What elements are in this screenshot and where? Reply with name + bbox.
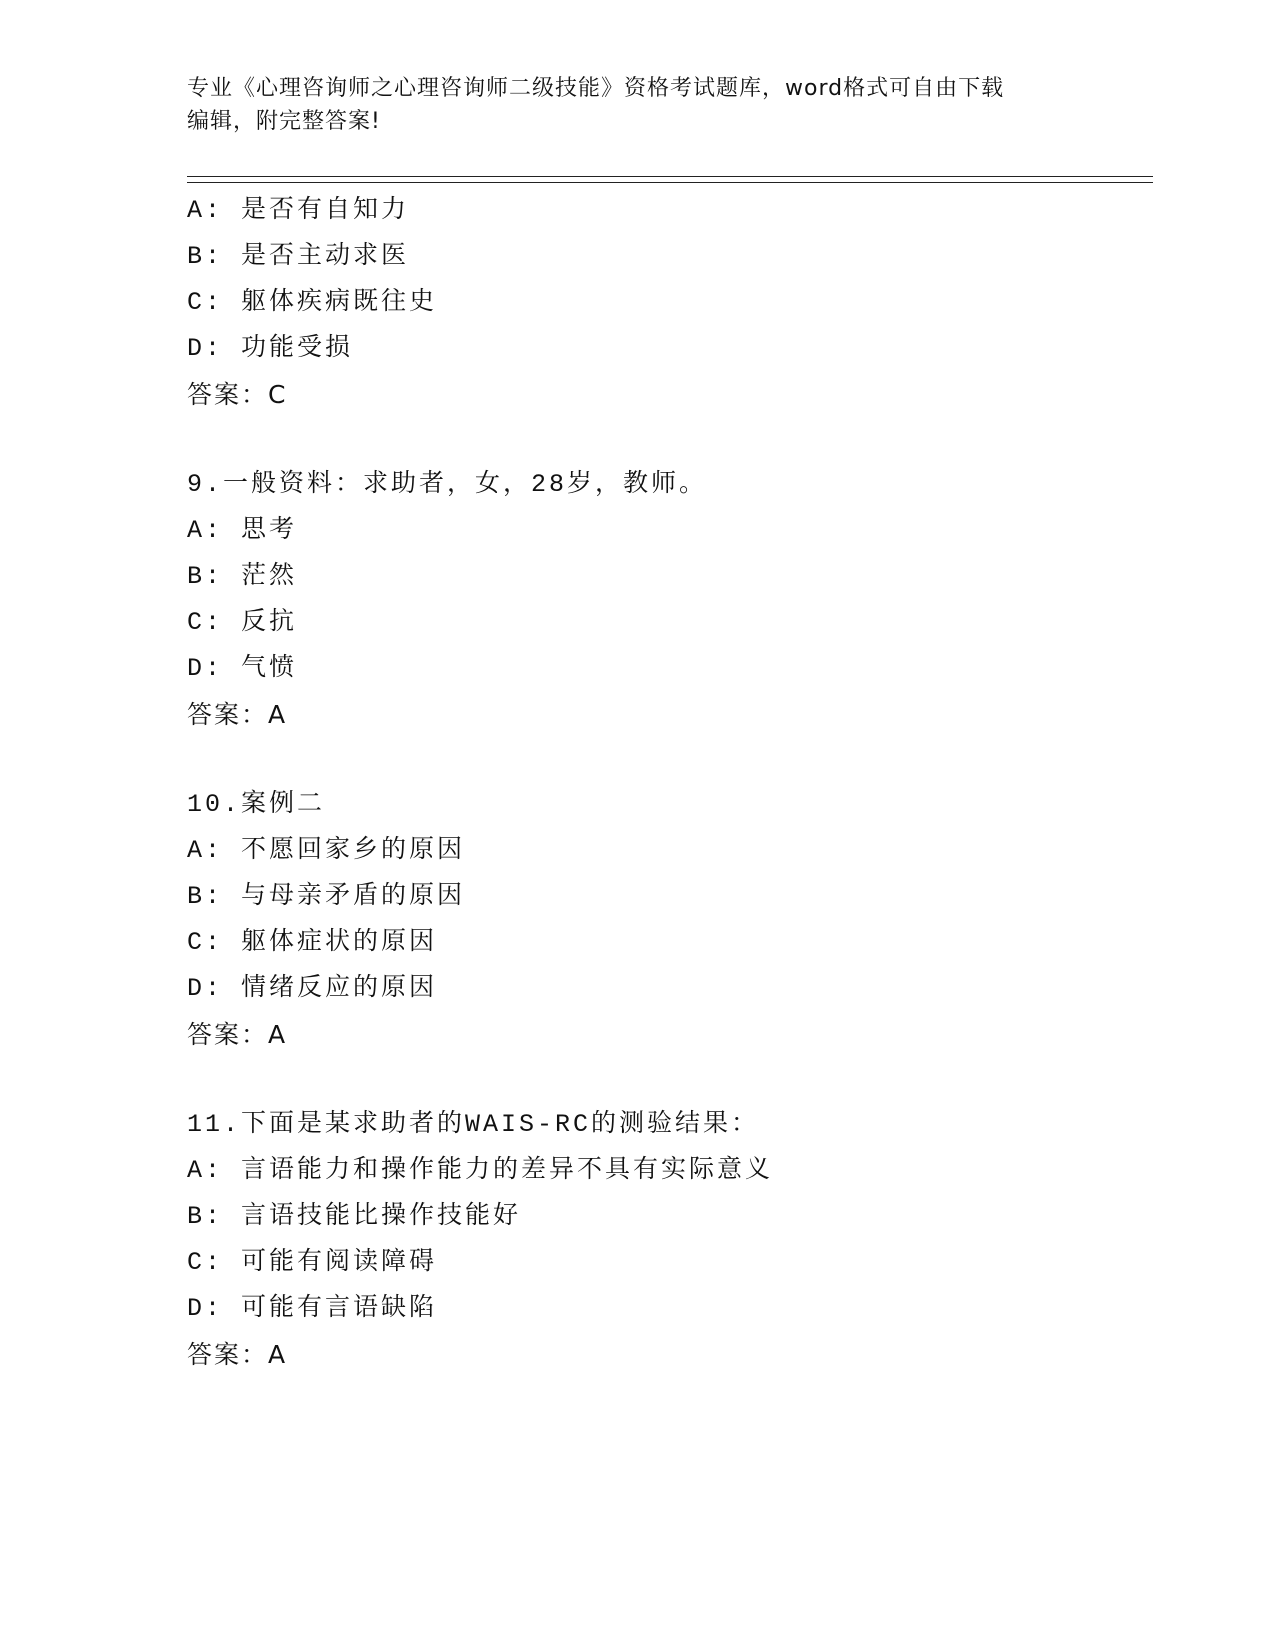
option-b: B: 是否主动求医	[187, 242, 410, 271]
option-d: D: 气愤	[187, 654, 298, 683]
option-c: C: 可能有阅读障碍	[187, 1248, 438, 1277]
header-line-1: 专业《心理咨询师之心理咨询师二级技能》资格考试题库，word格式可自由下载	[187, 76, 1005, 101]
option-a: A: 是否有自知力	[187, 196, 410, 225]
option-d: D: 情绪反应的原因	[187, 974, 438, 1003]
question-8-block	[187, 188, 1153, 418]
option-a: A: 言语能力和操作能力的差异不具有实际意义	[187, 1156, 774, 1185]
spacer	[187, 738, 1153, 782]
option-a: A: 不愿回家乡的原因	[187, 836, 466, 865]
header-divider-top	[187, 176, 1153, 177]
option-b: B: 与母亲矛盾的原因	[187, 882, 466, 911]
question-9-block	[187, 462, 1153, 738]
document-header	[187, 72, 1087, 138]
answer-line: 答案：C	[187, 380, 288, 409]
spacer	[187, 418, 1153, 462]
answer-line: 答案：A	[187, 700, 288, 729]
option-d: D: 可能有言语缺陷	[187, 1294, 438, 1323]
option-b: B: 言语技能比操作技能好	[187, 1202, 522, 1231]
option-c: C: 躯体疾病既往史	[187, 288, 438, 317]
question-list	[187, 188, 1153, 1378]
header-divider-bottom	[187, 182, 1153, 183]
question-text: 11.下面是某求助者的WAIS-RC的测验结果：	[187, 1110, 760, 1139]
header-line-2: 编辑，附完整答案!	[187, 109, 381, 134]
option-a: A: 思考	[187, 516, 298, 545]
option-d: D: 功能受损	[187, 334, 354, 363]
question-11-block	[187, 1102, 1153, 1378]
question-text: 10.案例二	[187, 790, 326, 819]
answer-line: 答案：A	[187, 1340, 288, 1369]
option-c: C: 躯体症状的原因	[187, 928, 438, 957]
option-c: C: 反抗	[187, 608, 298, 637]
question-10-block	[187, 782, 1153, 1058]
spacer	[187, 1058, 1153, 1102]
option-b: B: 茫然	[187, 562, 298, 591]
question-text: 9.一般资料：求助者，女，28岁，教师。	[187, 470, 708, 499]
answer-line: 答案：A	[187, 1020, 288, 1049]
